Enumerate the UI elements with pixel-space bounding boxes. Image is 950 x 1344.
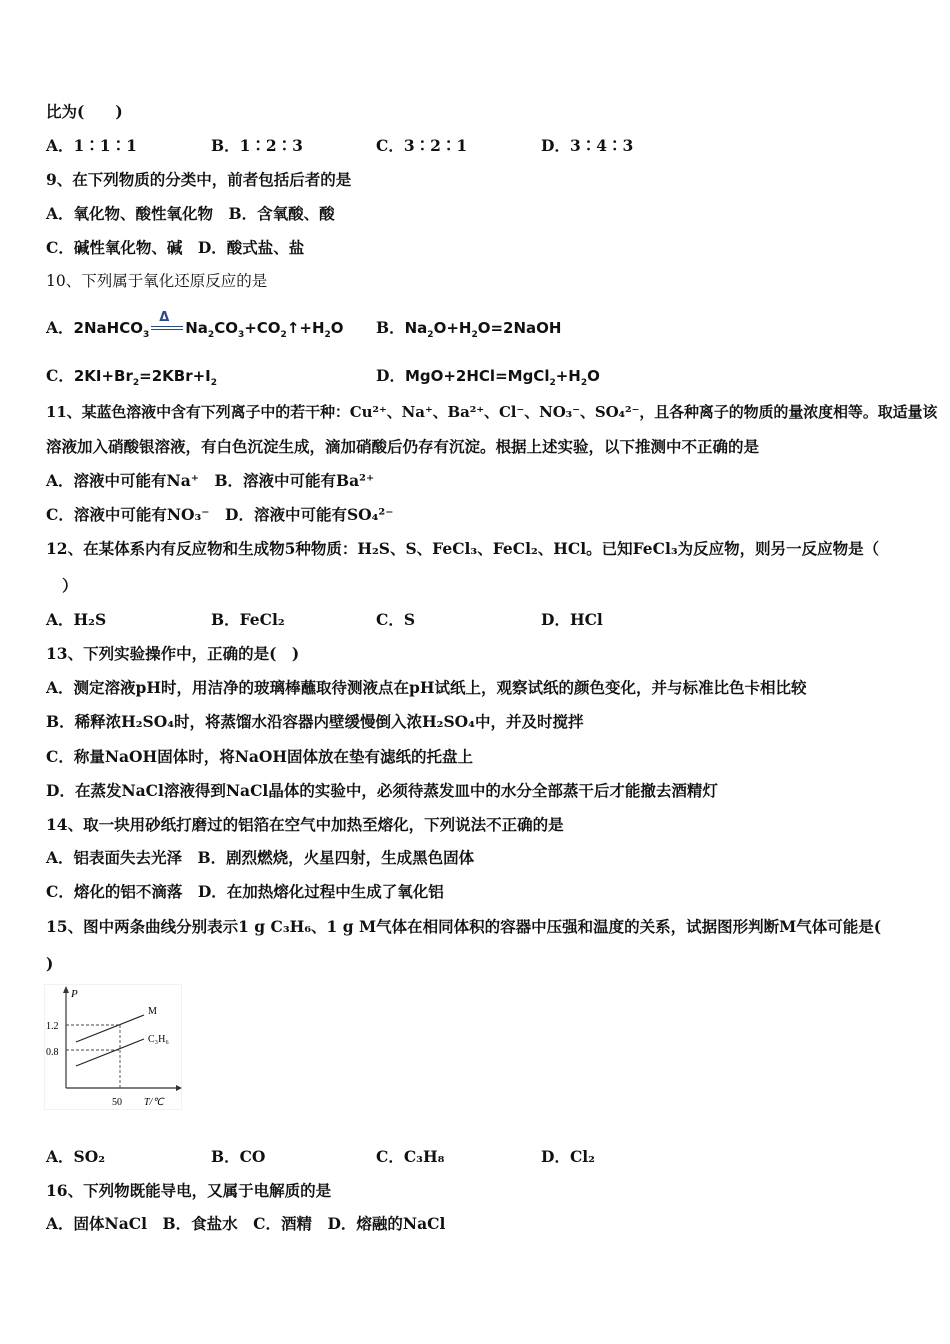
q10-option-b[interactable]: B．$Na_2O+H_2O=2NaOH$	[376, 318, 562, 340]
q12-option-d[interactable]: D．HCl	[541, 610, 603, 629]
q16-stem: 16、下列物既能导电，又属于电解质的是	[46, 1181, 332, 1200]
q8-option-d[interactable]: D．3∶4∶3	[541, 136, 634, 155]
q9-options-ab	[46, 204, 335, 224]
q15-option-d[interactable]: D．Cl₂	[541, 1147, 595, 1166]
q14-option-a[interactable]: A．铝表面失去光泽	[46, 848, 183, 867]
q14-stem: 14、取一块用砂纸打磨过的铝箔在空气中加热至熔化，下列说法不正确的是	[46, 815, 564, 834]
series-label-m: M	[148, 1006, 157, 1017]
q16-options	[46, 1214, 445, 1234]
q10-options-ab	[46, 309, 562, 340]
y-tick-1-2: 1.2	[46, 1021, 59, 1032]
q11-stem-line2: 溶液加入硝酸银溶液，有白色沉淀生成，滴加硝酸后仍存有沉淀。根据上述实验，以下推测中不正确的是	[46, 437, 760, 456]
q15-option-c[interactable]: C．C₃H₈	[376, 1147, 445, 1166]
series-label-c3h6: C₃H₆	[148, 1034, 169, 1045]
q10-option-a[interactable]: A．2NaHCO$_3$ Δ $Na_2CO_3+CO_2↑+H_2O$	[46, 309, 344, 340]
q8-options	[46, 136, 706, 156]
x-tick-50: 50	[112, 1097, 122, 1108]
q16-option-d[interactable]: D．熔融的NaCl	[327, 1214, 446, 1233]
q8-stem-end: 比为( )	[46, 102, 123, 121]
q12-stem-line1: 12、在某体系内有反应物和生成物5种物质：H₂S、S、FeCl₃、FeCl₂、HCl。已知FeCl₃为反应物，则另一反应物是（	[46, 539, 880, 558]
q14-options-ab	[46, 848, 474, 868]
q11-option-b[interactable]: B．溶液中可能有Ba²⁺	[214, 471, 375, 490]
q16-option-b[interactable]: B．食盐水	[162, 1214, 238, 1233]
q11-option-d[interactable]: D．溶液中可能有SO₄²⁻	[225, 505, 394, 524]
q15-stem-line2: )	[46, 954, 54, 973]
q15-options	[46, 1147, 706, 1167]
q11-stem-line1: 11、某蓝色溶液中含有下列离子中的若干种：Cu²⁺、Na⁺、Ba²⁺、Cl⁻、NO₃⁻、SO₄²⁻，且各种离子的物质的量浓度相等。取适量该	[46, 403, 938, 421]
q14-options-cd	[46, 882, 444, 902]
q14-option-c[interactable]: C．熔化的铝不滴落	[46, 882, 183, 901]
y-tick-0-8: 0.8	[46, 1047, 59, 1058]
q9-option-a[interactable]: A．氧化物、酸性氧化物	[46, 204, 214, 223]
q8-option-b[interactable]: B．1∶2∶3	[211, 136, 303, 155]
q16-option-c[interactable]: C．酒精	[253, 1214, 312, 1233]
q13-option-d[interactable]: D．在蒸发NaCl溶液得到NaCl晶体的实验中，必须待蒸发皿中的水分全部蒸干后才能撤去酒精灯	[46, 781, 718, 800]
q10-option-c[interactable]: C．$2KI+Br_2=2KBr+I_2$	[46, 366, 218, 388]
q10-stem: 10、下列属于氧化还原反应的是	[46, 272, 268, 290]
q12-stem-line2: ）	[62, 576, 78, 595]
q11-option-c[interactable]: C．溶液中可能有NO₃⁻	[46, 505, 210, 524]
q9-stem: 9、在下列物质的分类中，前者包括后者的是	[46, 170, 352, 189]
q11-options-cd	[46, 505, 393, 525]
q13-stem: 13、下列实验操作中，正确的是( )	[46, 644, 300, 663]
q10-options-cd	[46, 366, 600, 386]
y-axis-label: P	[71, 988, 78, 1000]
q12-option-b[interactable]: B．FeCl₂	[211, 610, 285, 629]
q15-stem-line1: 15、图中两条曲线分别表示1 g C₃H₆、1 g M气体在相同体积的容器中压强和温度的关系，试据图形判断M气体可能是(	[46, 917, 882, 936]
q14-option-b[interactable]: B．剧烈燃烧，火星四射，生成黑色固体	[197, 848, 475, 867]
q9-option-c[interactable]: C．碱性氧化物、碱	[46, 238, 183, 257]
heat-arrow-icon: Δ	[151, 322, 183, 336]
q9-option-b[interactable]: B．含氧酸、酸	[228, 204, 335, 223]
x-axis-label: T/℃	[144, 1097, 164, 1108]
q13-option-a[interactable]: A．测定溶液pH时，用洁净的玻璃棒蘸取待测液点在pH试纸上，观察试纸的颜色变化，并与标准比色卡相比较	[46, 678, 807, 697]
q9-option-d[interactable]: D．酸式盐、盐	[197, 238, 305, 257]
q12-options	[46, 610, 706, 630]
q16-option-a[interactable]: A．固体NaCl	[46, 1214, 147, 1233]
q13-option-c[interactable]: C．称量NaOH固体时，将NaOH固体放在垫有滤纸的托盘上	[46, 747, 474, 766]
q15-option-a[interactable]: A．SO₂	[46, 1147, 106, 1166]
q15-option-b[interactable]: B．CO	[211, 1147, 266, 1166]
q9-options-cd	[46, 238, 304, 258]
q11-option-a[interactable]: A．溶液中可能有Na⁺	[46, 471, 199, 490]
q8-option-a[interactable]: A．1∶1∶1	[46, 136, 137, 155]
q11-options-ab	[46, 471, 374, 491]
q8-option-c[interactable]: C．3∶2∶1	[376, 136, 468, 155]
q12-option-a[interactable]: A．H₂S	[46, 610, 107, 629]
q12-option-c[interactable]: C．S	[376, 610, 416, 629]
q13-option-b[interactable]: B．稀释浓H₂SO₄时，将蒸馏水沿容器内壁缓慢倒入浓H₂SO₄中，并及时搅拌	[46, 712, 584, 731]
q14-option-d[interactable]: D．在加热熔化过程中生成了氧化铝	[197, 882, 444, 901]
pressure-temperature-chart	[44, 984, 182, 1110]
q10-option-d[interactable]: D．$MgO+2HCl=MgCl_2+H_2O$	[376, 366, 600, 388]
